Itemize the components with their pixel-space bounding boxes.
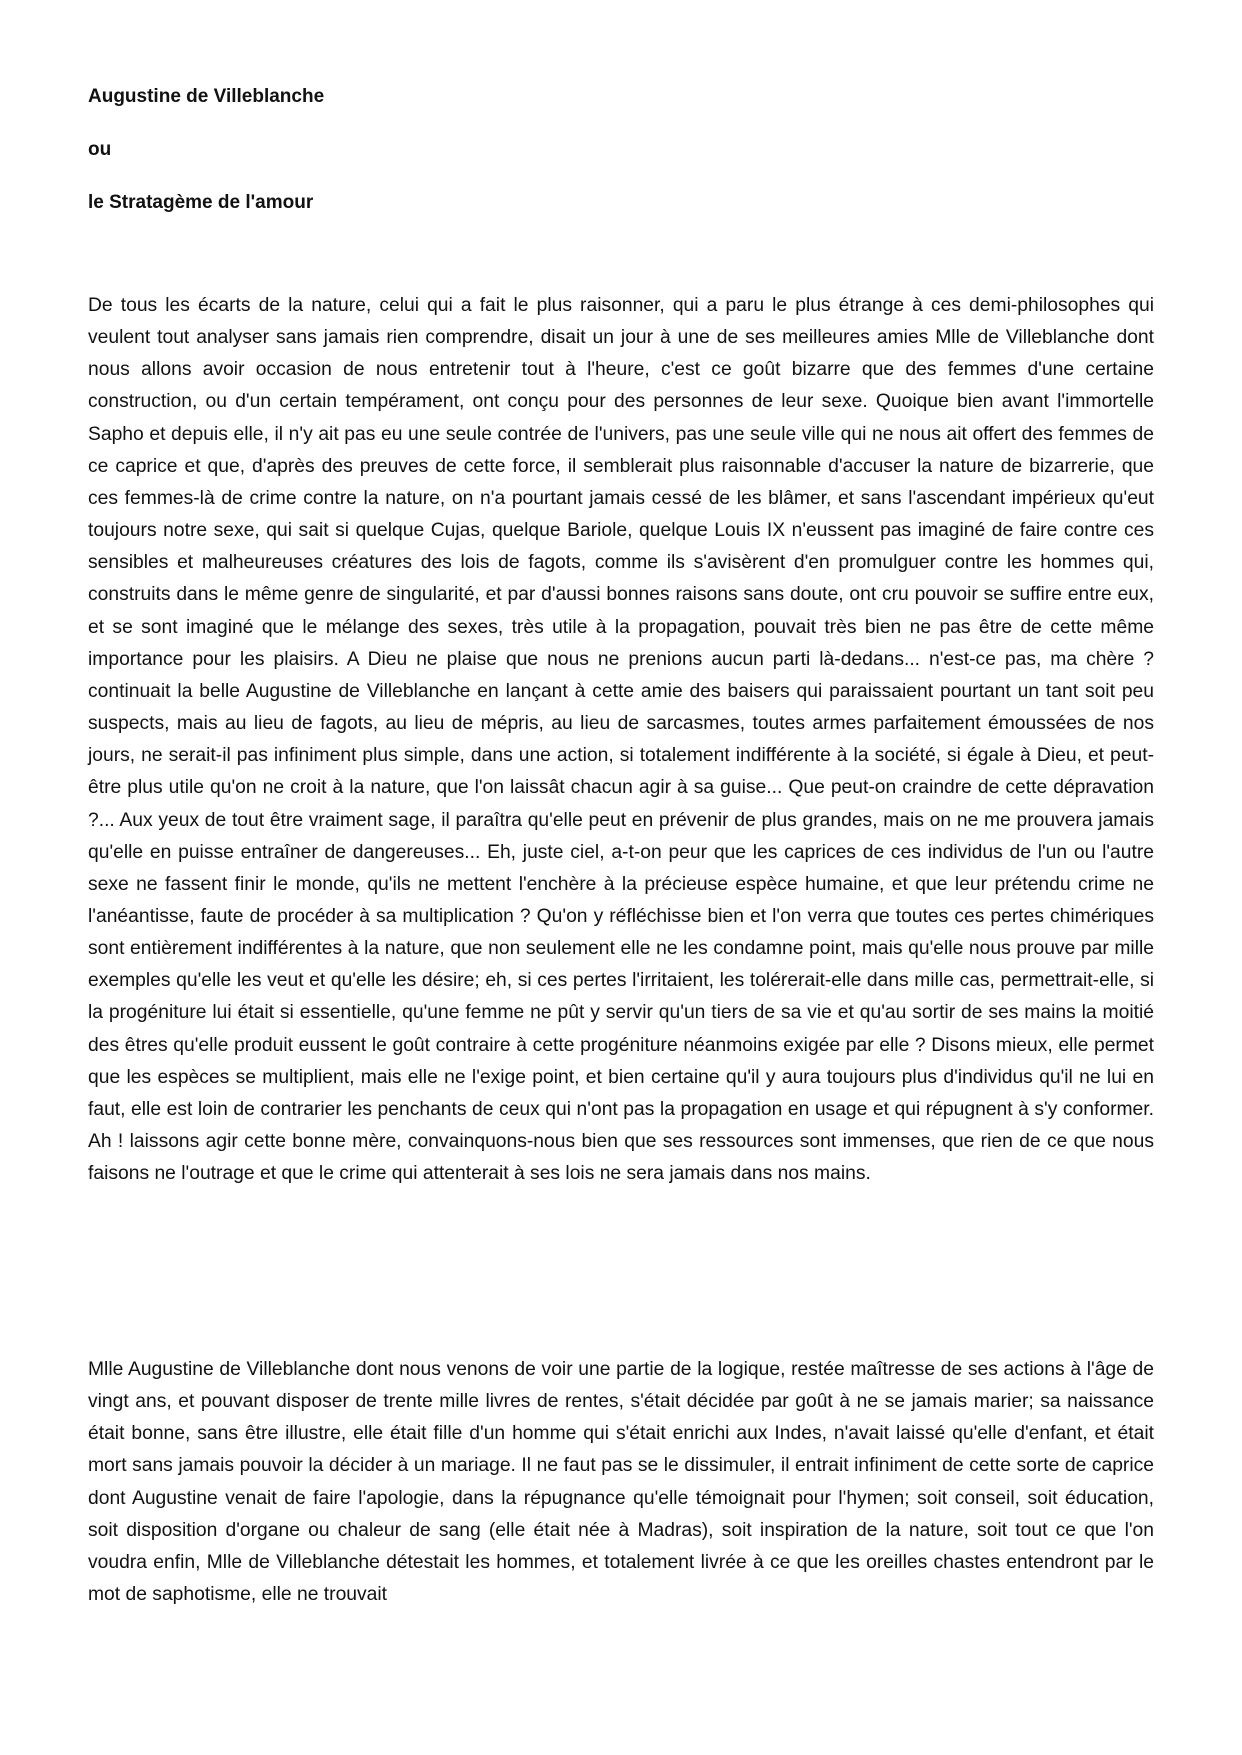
body-paragraph: De tous les écarts de la nature, celui qui a fait le plus raisonner, qui a paru le plus étrange à ces demi-philosophes qui veulent tout analyser sans jamais rien comprendre, disait un jour à une de ses meilleures amies Mlle de Villeblanche dont nous allons avoir occasion de nous entretenir tout à l'heure, c'est ce goût bizarre que des femmes d'une certaine construction, ou d'un certain tempérament, ont conçu pour des personnes de leur sexe. Quoique bien avant l'immortelle Sapho et depuis elle, il n'y ait pas eu une seule contrée de l'univers, pas une seule ville qui ne nous ait offert des femmes de ce caprice et que, d'après des preuves de cette force, il semblerait plus raisonnable d'accuser la nature de bizarrerie, que ces femmes-là de crime contre la nature, on n'a pourtant jamais cessé de les blâmer, et sans l'ascendant impérieux qu'eut toujours notre sexe, qui sait si quelque Cujas, quelque Bariole, quelque Louis IX n'eussent pas imaginé de faire contre ces sensibles et malheureuses créatures des lois de fagots, comme ils s'avisèrent d'en promulguer contre les hommes qui, construits dans le même genre de singularité, et par d'aussi bonnes raisons sans doute, ont cru pouvoir se suffire entre eux, et se sont imaginé que le mélange des sexes, très utile à la propagation, pouvait très bien ne pas être de cette même importance pour les plaisirs. A Dieu ne plaise que nous ne prenions aucun parti là-dedans... n'est-ce pas, ma chère ? continuait la belle Augustine de Villeblanche en lançant à cette amie des baisers qui paraissaient pourtant un tant soit peu suspects, mais au lieu de fagots, au lieu de mépris, au lieu de sarcasmes, toutes armes parfaitement émoussées de nos jours, ne serait-il pas infiniment plus simple, dans une action, si totalement indifférente à la société, si égale à Dieu, et peut-être plus utile qu'on ne croit à la nature, que l'on laissât chacun agir à sa guise... Que peut-on craindre de cette dépravation ?... Aux yeux de tout être vraiment sage, il paraîtra qu'elle peut en prévenir de plus grandes, mais on ne me prouvera jamais qu'elle en puisse entraîner de dangereuses... Eh, juste ciel, a-t-on peur que les caprices de ces individus de l'un ou l'autre sexe ne fassent finir le monde, qu'ils ne mettent l'enchère à la précieuse espèce humaine, et que leur prétendu crime ne l'anéantisse, faute de procéder à sa multiplication ? Qu'on y réfléchisse bien et l'on verra que toutes ces pertes chimériques sont entièrement indifférentes à la nature, que non seulement elle ne les condamne point, mais qu'elle nous prouve par mille exemples qu'elle les veut et qu'elle les désire; eh, si ces pertes l'irritaient, les tolérerait-elle dans mille cas, permettrait-elle, si la progéniture lui était si essentielle, qu'une femme ne pût y servir qu'un tiers de sa vie et qu'au sortir de ses mains la moitié des êtres qu'elle produit eussent le goût contraire à cette progéniture néanmoins exigée par elle ? Disons mieux, elle permet que les espèces se multiplient, mais elle ne l'exige point, et bien certaine qu'il y aura toujours plus d'individus qu'il ne lui en faut, elle est loin de contrarier les penchants de ceux qui n'ont pas la propagation en usage et qui répugnent à s'y conformer. Ah ! laissons agir cette bonne mère, convainquons-nous bien que ses ressources sont immenses, que rien de ce que nous faisons ne l'outrage et que le crime qui attenterait à ses lois ne sera jamais dans nos mains.: [88, 295, 1154, 1185]
title-connector: ou: [88, 139, 112, 160]
title-line: Augustine de Villeblanche: [88, 86, 325, 107]
title-block: [88, 86, 1148, 245]
body-paragraph: Mlle Augustine de Villeblanche dont nous venons de voir une partie de la logique, restée maîtresse de ses actions à l'âge de vingt ans, et pouvant disposer de trente mille livres de rentes, s'était décidée par goût à ne se jamais marier; sa naissance était bonne, sans être illustre, elle était fille d'un homme qui s'était enrichi aux Indes, n'avait laissé qu'elle d'enfant, et était mort sans jamais pouvoir la décider à un mariage. Il ne faut pas se le dissimuler, il entrait infiniment de cette sorte de caprice dont Augustine venait de faire l'apologie, dans la répugnance qu'elle témoignait pour l'hymen; soit conseil, soit éducation, soit disposition d'organe ou chaleur de sang (elle était née à Madras), soit inspiration de la nature, soit tout ce que l'on voudra enfin, Mlle de Villeblanche détestait les hommes, et totalement livrée à ce que les oreilles chastes entendront par le mot de saphotisme, elle ne trouvait: [88, 1359, 1154, 1606]
subtitle-line: le Stratagème de l'amour: [88, 192, 314, 213]
